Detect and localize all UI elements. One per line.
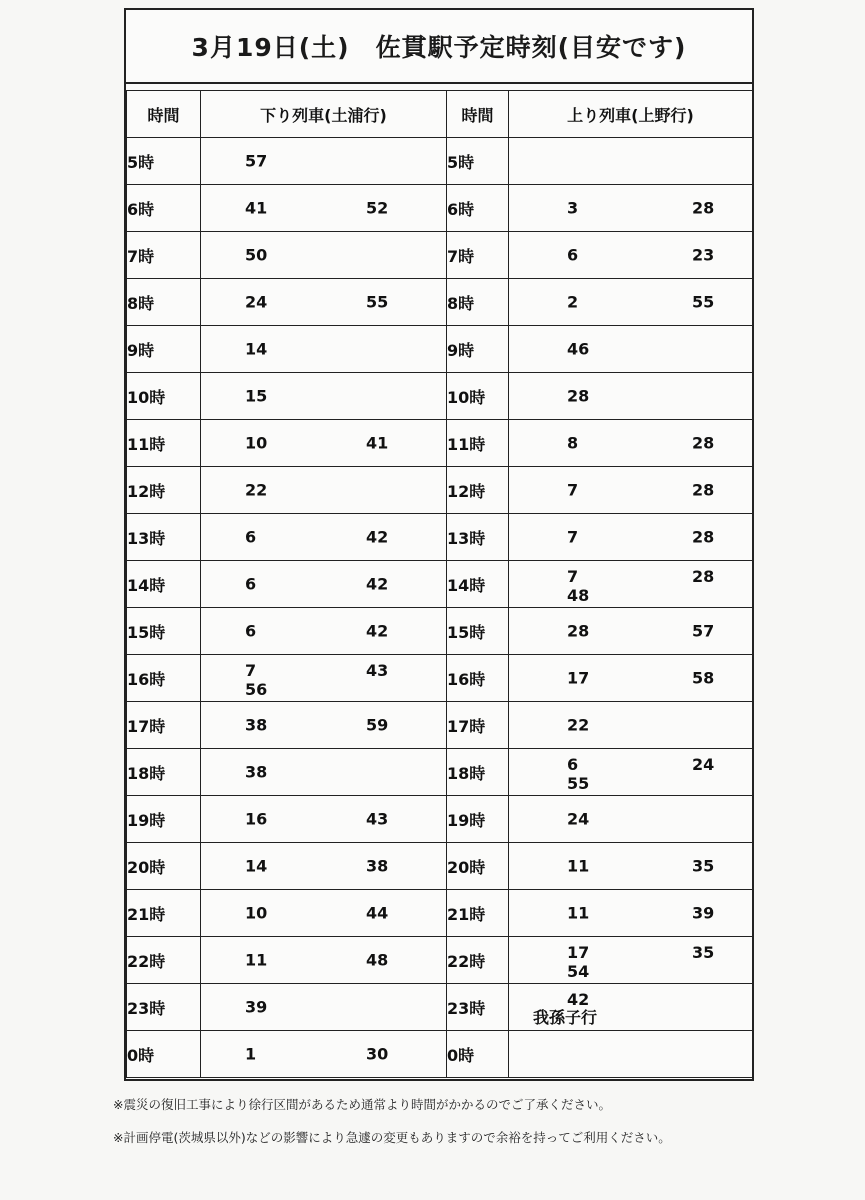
table-header-row bbox=[127, 91, 753, 138]
table-row bbox=[127, 514, 753, 561]
up-minutes-cell bbox=[509, 749, 753, 796]
table-row bbox=[127, 1031, 753, 1078]
up-minute: 28 bbox=[692, 433, 715, 453]
up-minutes-cell bbox=[509, 232, 753, 279]
up-minute: 2 bbox=[567, 292, 579, 312]
up-minutes-cell bbox=[509, 608, 753, 655]
hour-cell-up: 6時 bbox=[447, 185, 509, 232]
up-minutes-cell bbox=[509, 655, 753, 702]
up-minutes-cell bbox=[509, 420, 753, 467]
up-minute: 46 bbox=[567, 339, 590, 359]
hour-cell-up: 8時 bbox=[447, 279, 509, 326]
up-minutes-cell bbox=[509, 984, 753, 1031]
table-row bbox=[127, 420, 753, 467]
hour-cell-up: 22時 bbox=[447, 937, 509, 984]
down-minute: 11 bbox=[245, 950, 268, 970]
table-row bbox=[127, 279, 753, 326]
up-minute: 39 bbox=[692, 903, 715, 923]
down-minutes-cell bbox=[201, 420, 447, 467]
up-minute: 28 bbox=[692, 527, 715, 547]
table-row bbox=[127, 890, 753, 937]
table-row bbox=[127, 843, 753, 890]
hour-cell-up: 15時 bbox=[447, 608, 509, 655]
down-minutes-cell bbox=[201, 937, 447, 984]
hour-cell-down: 11時 bbox=[127, 420, 201, 467]
up-minute: 35 bbox=[692, 943, 715, 962]
down-minute: 52 bbox=[366, 198, 389, 218]
down-minute: 42 bbox=[366, 527, 389, 547]
hour-cell-down: 14時 bbox=[127, 561, 201, 608]
down-minutes-cell bbox=[201, 185, 447, 232]
down-minutes-cell bbox=[201, 1031, 447, 1078]
down-minute: 15 bbox=[245, 386, 268, 406]
hour-cell-up: 9時 bbox=[447, 326, 509, 373]
header-time-right: 時間 bbox=[447, 91, 509, 138]
down-minute: 41 bbox=[245, 198, 268, 218]
up-minutes-cell bbox=[509, 185, 753, 232]
hour-cell-up: 20時 bbox=[447, 843, 509, 890]
table-row bbox=[127, 702, 753, 749]
up-minute: 58 bbox=[692, 668, 715, 688]
down-minute: 1 bbox=[245, 1044, 257, 1064]
up-minutes-cell bbox=[509, 514, 753, 561]
up-minute: 23 bbox=[692, 245, 715, 265]
up-minute: 17 bbox=[567, 668, 590, 688]
timetable bbox=[126, 90, 753, 1078]
hour-cell-up: 23時 bbox=[447, 984, 509, 1031]
down-minutes-cell bbox=[201, 279, 447, 326]
up-minute: 11 bbox=[567, 856, 590, 876]
down-minute: 10 bbox=[245, 433, 268, 453]
down-minutes-cell bbox=[201, 655, 447, 702]
down-minutes-cell bbox=[201, 843, 447, 890]
down-minutes-cell bbox=[201, 702, 447, 749]
hour-cell-up: 0時 bbox=[447, 1031, 509, 1078]
down-minute: 6 bbox=[245, 574, 257, 594]
down-minutes-cell bbox=[201, 467, 447, 514]
down-minute: 14 bbox=[245, 856, 268, 876]
up-minutes-cell bbox=[509, 1031, 753, 1078]
header-time-left: 時間 bbox=[127, 91, 201, 138]
down-minute: 38 bbox=[245, 762, 268, 782]
up-minute: 11 bbox=[567, 903, 590, 923]
hour-cell-down: 16時 bbox=[127, 655, 201, 702]
up-destination-note: 我孫子行 bbox=[533, 1008, 598, 1027]
down-minutes-cell bbox=[201, 373, 447, 420]
hour-cell-down: 12時 bbox=[127, 467, 201, 514]
hour-cell-up: 7時 bbox=[447, 232, 509, 279]
hour-cell-down: 5時 bbox=[127, 138, 201, 185]
hour-cell-down: 6時 bbox=[127, 185, 201, 232]
hour-cell-up: 12時 bbox=[447, 467, 509, 514]
up-minute: 7 bbox=[567, 480, 579, 500]
table-row bbox=[127, 749, 753, 796]
down-minute: 22 bbox=[245, 480, 268, 500]
up-minutes-cell bbox=[509, 890, 753, 937]
up-minute: 35 bbox=[692, 856, 715, 876]
down-minute: 43 bbox=[366, 661, 389, 680]
table-row bbox=[127, 655, 753, 702]
hour-cell-down: 13時 bbox=[127, 514, 201, 561]
header-down-trains: 下り列車(土浦行) bbox=[201, 91, 447, 138]
down-minutes-cell bbox=[201, 326, 447, 373]
note-blackout: ※計画停電(茨城県以外)などの影響により急遽の変更もありますので余裕を持ってご利用ください。 bbox=[113, 1130, 671, 1145]
hour-cell-up: 10時 bbox=[447, 373, 509, 420]
up-minute: 24 bbox=[692, 755, 715, 774]
down-minutes-cell bbox=[201, 561, 447, 608]
down-minute: 57 bbox=[245, 151, 268, 171]
up-minute: 48 bbox=[567, 586, 590, 605]
down-minutes-cell bbox=[201, 749, 447, 796]
down-minute: 10 bbox=[245, 903, 268, 923]
up-minute: 7 bbox=[567, 527, 579, 547]
hour-cell-down: 9時 bbox=[127, 326, 201, 373]
hour-cell-up: 18時 bbox=[447, 749, 509, 796]
up-minute: 54 bbox=[567, 962, 590, 981]
up-minute: 22 bbox=[567, 715, 590, 735]
table-row bbox=[127, 138, 753, 185]
table-row bbox=[127, 185, 753, 232]
down-minute: 6 bbox=[245, 621, 257, 641]
hour-cell-up: 21時 bbox=[447, 890, 509, 937]
down-minute: 24 bbox=[245, 292, 268, 312]
up-minutes-cell bbox=[509, 326, 753, 373]
hour-cell-down: 8時 bbox=[127, 279, 201, 326]
up-minute: 28 bbox=[567, 621, 590, 641]
down-minute: 44 bbox=[366, 903, 389, 923]
table-row bbox=[127, 608, 753, 655]
down-minute: 56 bbox=[245, 680, 268, 699]
down-minute: 48 bbox=[366, 950, 389, 970]
down-minute: 16 bbox=[245, 809, 268, 829]
hour-cell-up: 5時 bbox=[447, 138, 509, 185]
up-minute: 57 bbox=[692, 621, 715, 641]
hour-cell-up: 19時 bbox=[447, 796, 509, 843]
up-minute: 42 bbox=[567, 990, 590, 1009]
up-minutes-cell bbox=[509, 843, 753, 890]
up-minutes-cell bbox=[509, 796, 753, 843]
down-minute: 38 bbox=[245, 715, 268, 735]
table-row bbox=[127, 326, 753, 373]
up-minute: 55 bbox=[567, 774, 590, 793]
down-minutes-cell bbox=[201, 514, 447, 561]
up-minutes-cell bbox=[509, 467, 753, 514]
hour-cell-up: 13時 bbox=[447, 514, 509, 561]
down-minute: 59 bbox=[366, 715, 389, 735]
up-minutes-cell bbox=[509, 373, 753, 420]
hour-cell-down: 18時 bbox=[127, 749, 201, 796]
hour-cell-up: 16時 bbox=[447, 655, 509, 702]
down-minute: 39 bbox=[245, 997, 268, 1017]
up-minute: 6 bbox=[567, 245, 579, 265]
table-row bbox=[127, 373, 753, 420]
down-minute: 38 bbox=[366, 856, 389, 876]
down-minute: 42 bbox=[366, 574, 389, 594]
up-minute: 6 bbox=[567, 755, 579, 774]
down-minutes-cell bbox=[201, 796, 447, 843]
hour-cell-down: 17時 bbox=[127, 702, 201, 749]
hour-cell-down: 0時 bbox=[127, 1031, 201, 1078]
down-minutes-cell bbox=[201, 232, 447, 279]
hour-cell-down: 20時 bbox=[127, 843, 201, 890]
down-minutes-cell bbox=[201, 138, 447, 185]
hour-cell-down: 22時 bbox=[127, 937, 201, 984]
down-minute: 14 bbox=[245, 339, 268, 359]
page-title: 3月19日(土) 佐貫駅予定時刻(目安です) bbox=[126, 10, 752, 84]
up-minutes-cell bbox=[509, 702, 753, 749]
up-minutes-cell bbox=[509, 138, 753, 185]
hour-cell-down: 21時 bbox=[127, 890, 201, 937]
up-minute: 3 bbox=[567, 198, 579, 218]
up-minute: 28 bbox=[567, 386, 590, 406]
down-minute: 55 bbox=[366, 292, 389, 312]
up-minute: 8 bbox=[567, 433, 579, 453]
table-row bbox=[127, 937, 753, 984]
up-minute: 28 bbox=[692, 480, 715, 500]
up-minute: 28 bbox=[692, 198, 715, 218]
down-minute: 42 bbox=[366, 621, 389, 641]
up-minutes-cell bbox=[509, 937, 753, 984]
down-minute: 41 bbox=[366, 433, 389, 453]
up-minute: 28 bbox=[692, 567, 715, 586]
down-minute: 30 bbox=[366, 1044, 389, 1064]
hour-cell-down: 15時 bbox=[127, 608, 201, 655]
table-row bbox=[127, 561, 753, 608]
table-row bbox=[127, 232, 753, 279]
hour-cell-up: 17時 bbox=[447, 702, 509, 749]
table-row bbox=[127, 984, 753, 1031]
hour-cell-down: 10時 bbox=[127, 373, 201, 420]
down-minute: 50 bbox=[245, 245, 268, 265]
down-minutes-cell bbox=[201, 608, 447, 655]
down-minute: 6 bbox=[245, 527, 257, 547]
down-minute: 43 bbox=[366, 809, 389, 829]
up-minute: 17 bbox=[567, 943, 590, 962]
up-minutes-cell bbox=[509, 279, 753, 326]
up-minutes-cell bbox=[509, 561, 753, 608]
up-minute: 24 bbox=[567, 809, 590, 829]
down-minutes-cell bbox=[201, 984, 447, 1031]
table-row bbox=[127, 467, 753, 514]
note-delay: ※震災の復旧工事により徐行区間があるため通常より時間がかかるのでご了承ください。 bbox=[113, 1097, 611, 1112]
hour-cell-down: 23時 bbox=[127, 984, 201, 1031]
hour-cell-down: 7時 bbox=[127, 232, 201, 279]
timetable-sheet bbox=[124, 8, 754, 1081]
hour-cell-up: 11時 bbox=[447, 420, 509, 467]
header-up-trains: 上り列車(上野行) bbox=[509, 91, 753, 138]
hour-cell-down: 19時 bbox=[127, 796, 201, 843]
down-minute: 7 bbox=[245, 661, 257, 680]
hour-cell-up: 14時 bbox=[447, 561, 509, 608]
down-minutes-cell bbox=[201, 890, 447, 937]
up-minute: 7 bbox=[567, 567, 579, 586]
table-row bbox=[127, 796, 753, 843]
up-minute: 55 bbox=[692, 292, 715, 312]
